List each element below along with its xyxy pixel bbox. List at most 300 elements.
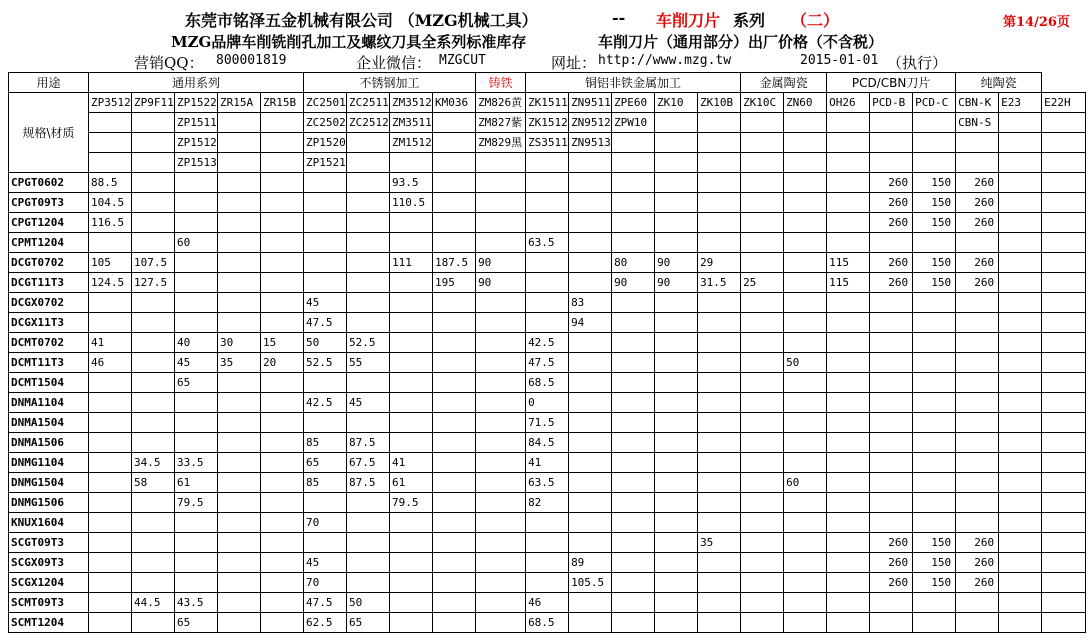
price-cell xyxy=(89,433,132,453)
price-cell xyxy=(261,493,304,513)
price-cell xyxy=(1042,593,1086,613)
price-cell xyxy=(827,233,870,253)
price-cell xyxy=(89,453,132,473)
price-cell xyxy=(956,393,999,413)
price-cell: 45 xyxy=(347,393,390,413)
price-cell xyxy=(132,553,175,573)
price-cell: 260 xyxy=(870,553,913,573)
price-cell: 260 xyxy=(956,573,999,593)
price-cell xyxy=(433,173,476,193)
grade-cell: ZP9F11 xyxy=(132,93,175,113)
price-cell xyxy=(89,393,132,413)
grade-cell xyxy=(1042,153,1086,173)
price-cell xyxy=(655,433,698,453)
price-cell xyxy=(218,173,261,193)
model-cell: DNMG1506 xyxy=(9,493,89,513)
price-cell xyxy=(390,533,433,553)
grade-cell xyxy=(741,153,784,173)
grade-cell: ZC2502 xyxy=(304,113,347,133)
price-cell xyxy=(999,313,1042,333)
price-cell xyxy=(175,533,218,553)
price-cell xyxy=(741,213,784,233)
table-row xyxy=(9,493,1086,513)
grade-cell xyxy=(218,113,261,133)
grade-cell xyxy=(218,153,261,173)
price-cell xyxy=(476,433,526,453)
price-cell xyxy=(89,593,132,613)
price-cell xyxy=(132,393,175,413)
price-cell xyxy=(526,173,569,193)
price-cell: 150 xyxy=(913,573,956,593)
grade-cell xyxy=(89,133,132,153)
price-cell xyxy=(741,473,784,493)
price-cell xyxy=(1042,493,1086,513)
grade-cell: ZK10 xyxy=(655,93,698,113)
price-cell: 260 xyxy=(956,273,999,293)
price-cell xyxy=(655,413,698,433)
price-cell xyxy=(433,493,476,513)
price-cell xyxy=(433,193,476,213)
wechat-id: MZGCUT xyxy=(439,53,486,68)
price-cell: 89 xyxy=(569,553,612,573)
price-cell: 260 xyxy=(870,213,913,233)
price-cell xyxy=(261,393,304,413)
price-cell xyxy=(612,373,655,393)
price-cell xyxy=(261,433,304,453)
price-cell xyxy=(569,593,612,613)
price-cell xyxy=(1042,413,1086,433)
price-cell xyxy=(913,393,956,413)
price-cell xyxy=(999,513,1042,533)
price-cell xyxy=(569,193,612,213)
price-cell xyxy=(218,513,261,533)
price-cell xyxy=(1042,253,1086,273)
price-cell xyxy=(999,613,1042,633)
price-cell: 63.5 xyxy=(526,473,569,493)
price-cell xyxy=(1042,273,1086,293)
price-cell xyxy=(784,573,827,593)
grade-cell: ZC2511 xyxy=(347,93,390,113)
grade-cell: ZM829黑 xyxy=(476,133,526,153)
grade-cell: KM036 xyxy=(433,93,476,113)
grade-cell: ZM1512 xyxy=(390,133,433,153)
price-cell xyxy=(261,253,304,273)
table-row xyxy=(9,533,1086,553)
price-cell xyxy=(784,253,827,273)
price-cell xyxy=(913,313,956,333)
grade-row xyxy=(9,153,1086,173)
price-cell xyxy=(741,453,784,473)
price-cell xyxy=(741,553,784,573)
model-cell: DCGT11T3 xyxy=(9,273,89,293)
group-header: 不锈钢加工 xyxy=(304,73,476,93)
price-cell xyxy=(956,453,999,473)
price-cell xyxy=(698,193,741,213)
price-cell xyxy=(175,293,218,313)
price-cell xyxy=(390,393,433,413)
price-cell xyxy=(698,233,741,253)
price-cell xyxy=(433,433,476,453)
price-cell: 65 xyxy=(347,613,390,633)
grade-cell: ZP1521 xyxy=(304,153,347,173)
price-cell xyxy=(655,233,698,253)
price-cell xyxy=(698,393,741,413)
price-cell xyxy=(612,533,655,553)
grade-cell xyxy=(784,153,827,173)
price-cell xyxy=(741,493,784,513)
price-cell: 195 xyxy=(433,273,476,293)
price-cell xyxy=(655,513,698,533)
price-cell xyxy=(218,573,261,593)
price-cell: 42.5 xyxy=(526,333,569,353)
price-cell xyxy=(655,313,698,333)
price-cell xyxy=(433,393,476,413)
series-suffix: 系列 xyxy=(733,11,766,30)
price-cell: 41 xyxy=(390,453,433,473)
group-header: 纯陶瓷 xyxy=(956,73,1042,93)
model-cell: DNMA1506 xyxy=(9,433,89,453)
price-cell xyxy=(526,553,569,573)
price-cell xyxy=(827,173,870,193)
price-cell xyxy=(89,233,132,253)
price-cell xyxy=(89,513,132,533)
price-cell xyxy=(390,293,433,313)
price-cell: 25 xyxy=(741,273,784,293)
price-cell xyxy=(218,293,261,313)
price-cell: 31.5 xyxy=(698,273,741,293)
price-cell xyxy=(89,473,132,493)
series-name: 车削刀片 xyxy=(656,11,721,30)
price-cell xyxy=(526,213,569,233)
price-cell: 90 xyxy=(612,273,655,293)
price-cell xyxy=(784,453,827,473)
price-cell xyxy=(741,393,784,413)
price-cell xyxy=(741,513,784,533)
price-cell: 42.5 xyxy=(304,393,347,413)
exec-label: （执行） xyxy=(887,54,948,72)
price-cell xyxy=(569,253,612,273)
grade-cell xyxy=(913,133,956,153)
price-cell xyxy=(89,533,132,553)
grade-cell: ZK1511 xyxy=(526,93,569,113)
price-cell xyxy=(956,613,999,633)
price-cell xyxy=(913,473,956,493)
price-cell xyxy=(784,273,827,293)
price-cell xyxy=(913,593,956,613)
price-cell xyxy=(913,413,956,433)
qq-number: 800001819 xyxy=(216,53,287,68)
price-cell: 70 xyxy=(304,513,347,533)
price-cell xyxy=(1042,313,1086,333)
effective-date: 2015-01-01 xyxy=(800,53,879,68)
price-cell xyxy=(433,573,476,593)
grade-cell: ZC2512 xyxy=(347,113,390,133)
price-cell: 260 xyxy=(870,173,913,193)
price-cell xyxy=(569,333,612,353)
model-cell: DCGX0702 xyxy=(9,293,89,313)
grade-cell: ZM826黄 xyxy=(476,93,526,113)
price-cell: 87.5 xyxy=(347,473,390,493)
price-cell: 94 xyxy=(569,313,612,333)
price-cell xyxy=(569,273,612,293)
price-cell xyxy=(390,233,433,253)
price-cell xyxy=(476,533,526,553)
price-cell xyxy=(175,273,218,293)
price-cell: 41 xyxy=(89,333,132,353)
price-cell xyxy=(433,333,476,353)
price-cell xyxy=(827,353,870,373)
price-cell xyxy=(956,313,999,333)
price-cell xyxy=(612,353,655,373)
grade-cell xyxy=(913,113,956,133)
price-cell: 187.5 xyxy=(433,253,476,273)
grade-cell xyxy=(476,153,526,173)
price-cell xyxy=(827,513,870,533)
price-cell xyxy=(612,553,655,573)
grade-cell xyxy=(261,153,304,173)
grade-cell: ZM3512 xyxy=(390,93,433,113)
grade-cell: ZK1512 xyxy=(526,113,569,133)
price-cell xyxy=(89,293,132,313)
table-row xyxy=(9,373,1086,393)
price-cell xyxy=(784,393,827,413)
price-cell xyxy=(612,293,655,313)
price-cell xyxy=(433,373,476,393)
price-cell xyxy=(347,193,390,213)
price-cell: 150 xyxy=(913,173,956,193)
price-cell xyxy=(132,293,175,313)
price-cell xyxy=(347,313,390,333)
price-cell xyxy=(741,333,784,353)
price-cell xyxy=(476,353,526,373)
price-cell xyxy=(655,593,698,613)
price-cell: 83 xyxy=(569,293,612,313)
price-cell xyxy=(218,313,261,333)
price-cell xyxy=(132,373,175,393)
price-cell xyxy=(218,493,261,513)
price-cell: 260 xyxy=(870,573,913,593)
grade-cell: ZP1511 xyxy=(175,113,218,133)
grade-cell xyxy=(218,133,261,153)
wechat-label: 企业微信： xyxy=(356,54,432,72)
price-cell xyxy=(913,513,956,533)
price-cell xyxy=(999,173,1042,193)
grade-cell xyxy=(956,153,999,173)
price-cell xyxy=(433,213,476,233)
grade-cell: ZN9512 xyxy=(569,113,612,133)
price-cell xyxy=(476,233,526,253)
price-cell xyxy=(655,453,698,473)
grade-cell xyxy=(132,153,175,173)
grade-cell xyxy=(569,153,612,173)
price-cell: 260 xyxy=(870,253,913,273)
price-cell xyxy=(784,413,827,433)
price-cell xyxy=(261,213,304,233)
price-cell: 150 xyxy=(913,253,956,273)
price-cell: 105.5 xyxy=(569,573,612,593)
price-cell: 260 xyxy=(956,173,999,193)
price-cell xyxy=(784,533,827,553)
price-cell xyxy=(741,573,784,593)
price-cell xyxy=(89,573,132,593)
price-cell xyxy=(999,253,1042,273)
price-cell xyxy=(784,593,827,613)
price-cell xyxy=(218,533,261,553)
price-cell xyxy=(304,533,347,553)
price-cell xyxy=(784,333,827,353)
price-cell xyxy=(476,553,526,573)
group-header: PCD/CBN刀片 xyxy=(827,73,956,93)
price-cell xyxy=(913,433,956,453)
price-cell xyxy=(569,233,612,253)
model-cell: KNUX1604 xyxy=(9,513,89,533)
price-cell xyxy=(476,453,526,473)
table-row xyxy=(9,393,1086,413)
price-cell: 107.5 xyxy=(132,253,175,273)
price-cell xyxy=(569,453,612,473)
price-cell xyxy=(89,553,132,573)
grade-cell: CBN-K xyxy=(956,93,999,113)
price-cell xyxy=(956,333,999,353)
price-cell xyxy=(390,513,433,533)
price-cell xyxy=(433,233,476,253)
price-cell: 47.5 xyxy=(526,353,569,373)
price-cell xyxy=(655,573,698,593)
price-cell xyxy=(827,373,870,393)
price-cell xyxy=(390,213,433,233)
price-cell: 90 xyxy=(476,273,526,293)
price-cell: 34.5 xyxy=(132,453,175,473)
price-cell xyxy=(218,613,261,633)
price-cell xyxy=(741,313,784,333)
price-cell xyxy=(347,553,390,573)
price-cell xyxy=(784,433,827,453)
model-cell: DCGX11T3 xyxy=(9,313,89,333)
model-cell: SCGX09T3 xyxy=(9,553,89,573)
price-cell xyxy=(390,613,433,633)
price-cell xyxy=(870,493,913,513)
model-cell: CPGT0602 xyxy=(9,173,89,193)
price-cell xyxy=(655,493,698,513)
price-cell xyxy=(612,313,655,333)
table-row xyxy=(9,193,1086,213)
model-cell: DCGT0702 xyxy=(9,253,89,273)
price-cell xyxy=(175,433,218,453)
grade-cell xyxy=(261,113,304,133)
table-row xyxy=(9,593,1086,613)
grade-cell xyxy=(827,153,870,173)
model-cell: DNMA1104 xyxy=(9,393,89,413)
table-row xyxy=(9,213,1086,233)
price-cell xyxy=(999,433,1042,453)
grade-cell: ZN9513 xyxy=(569,133,612,153)
group-header: 铸铁 xyxy=(476,73,526,93)
table-row xyxy=(9,273,1086,293)
price-cell xyxy=(390,413,433,433)
price-cell xyxy=(741,193,784,213)
price-cell xyxy=(569,513,612,533)
grade-cell: ZK10C xyxy=(741,93,784,113)
price-cell xyxy=(741,173,784,193)
price-cell: 82 xyxy=(526,493,569,513)
price-cell: 46 xyxy=(526,593,569,613)
price-cell: 105 xyxy=(89,253,132,273)
price-cell xyxy=(390,593,433,613)
table-row xyxy=(9,293,1086,313)
price-cell xyxy=(218,413,261,433)
price-cell xyxy=(218,373,261,393)
price-cell xyxy=(132,193,175,213)
price-cell xyxy=(132,313,175,333)
price-cell: 35 xyxy=(218,353,261,373)
price-cell: 260 xyxy=(956,193,999,213)
table-row xyxy=(9,253,1086,273)
price-cell: 116.5 xyxy=(89,213,132,233)
price-cell: 70 xyxy=(304,573,347,593)
price-cell: 47.5 xyxy=(304,313,347,333)
grade-cell: ZPE60 xyxy=(612,93,655,113)
price-cell xyxy=(827,533,870,553)
grade-cell: E23 xyxy=(999,93,1042,113)
price-cell xyxy=(218,553,261,573)
price-cell: 15 xyxy=(261,333,304,353)
price-cell xyxy=(827,313,870,333)
grade-cell: ZN60 xyxy=(784,93,827,113)
price-cell xyxy=(999,413,1042,433)
price-cell xyxy=(784,513,827,533)
grade-cell: ZR15A xyxy=(218,93,261,113)
price-cell xyxy=(476,193,526,213)
price-cell xyxy=(261,513,304,533)
price-cell xyxy=(612,333,655,353)
price-cell: 71.5 xyxy=(526,413,569,433)
price-cell xyxy=(827,193,870,213)
price-cell xyxy=(433,513,476,533)
price-table xyxy=(8,72,1086,633)
price-cell xyxy=(827,433,870,453)
price-cell: 50 xyxy=(347,593,390,613)
price-cell xyxy=(175,253,218,273)
grade-cell xyxy=(433,153,476,173)
price-cell: 50 xyxy=(304,333,347,353)
price-cell xyxy=(347,573,390,593)
price-cell xyxy=(132,413,175,433)
price-cell xyxy=(218,233,261,253)
grade-cell: ZP1512 xyxy=(175,133,218,153)
price-cell xyxy=(741,613,784,633)
price-cell xyxy=(698,433,741,453)
price-cell xyxy=(698,593,741,613)
price-cell xyxy=(655,553,698,573)
price-cell xyxy=(476,413,526,433)
price-cell xyxy=(612,453,655,473)
price-cell xyxy=(476,293,526,313)
price-cell xyxy=(870,453,913,473)
grade-cell xyxy=(870,113,913,133)
price-cell xyxy=(870,473,913,493)
price-cell: 55 xyxy=(347,353,390,373)
price-cell xyxy=(132,353,175,373)
price-cell xyxy=(526,273,569,293)
price-cell xyxy=(347,493,390,513)
price-cell: 260 xyxy=(956,533,999,553)
price-cell xyxy=(476,493,526,513)
price-cell xyxy=(261,453,304,473)
model-cell: CPMT1204 xyxy=(9,233,89,253)
price-cell: 111 xyxy=(390,253,433,273)
price-cell xyxy=(347,253,390,273)
price-cell xyxy=(1042,333,1086,353)
